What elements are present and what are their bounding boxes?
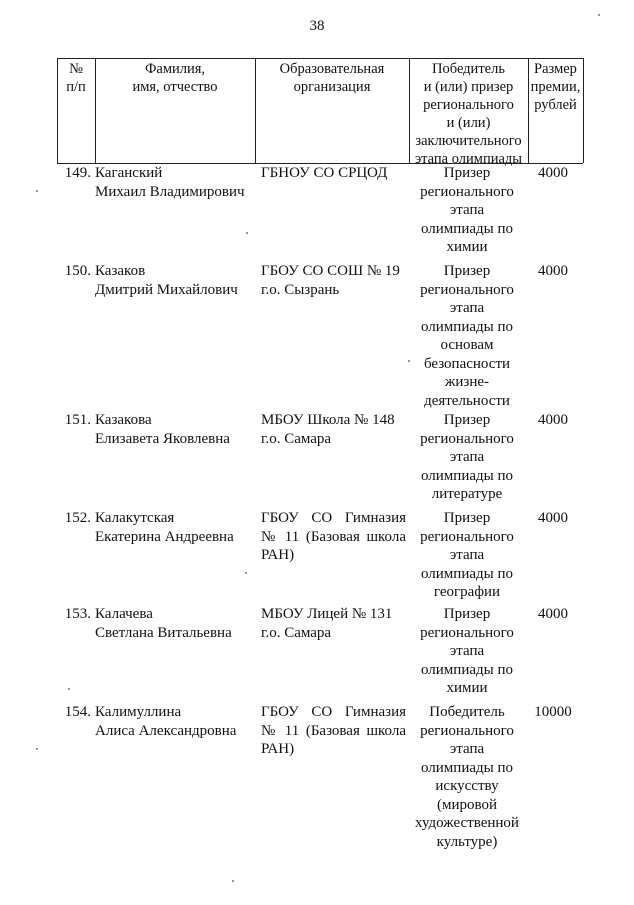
- name-line: Екатерина Андреевна: [95, 528, 234, 545]
- award-line: этапа: [449, 202, 485, 218]
- person-name: [95, 164, 265, 201]
- header-text: Победитель: [432, 61, 505, 77]
- name-line: Дмитрий Михайлович: [95, 281, 238, 298]
- organization: [261, 164, 406, 183]
- org-line: ГБНОУ СО СРЦОД: [261, 165, 388, 181]
- header-org: [255, 58, 409, 163]
- header-text: №: [69, 61, 83, 77]
- award-line: химии: [446, 680, 488, 696]
- organization: [261, 605, 406, 642]
- award-line: искусству: [435, 778, 499, 794]
- award-line: Призер: [443, 263, 491, 279]
- name-line: Михаил Владимирович: [95, 183, 245, 200]
- award-line: этапа: [449, 449, 485, 465]
- organization: [261, 411, 406, 448]
- person-name: [95, 605, 265, 642]
- award-status: [411, 509, 523, 602]
- name-line: Калачева: [95, 606, 153, 622]
- scan-speck: [408, 360, 410, 362]
- header-text: Размер: [534, 61, 577, 77]
- name-line: Каганский: [95, 165, 163, 181]
- column-divider: [583, 58, 584, 163]
- award-line: олимпиады по: [420, 467, 513, 484]
- award-line: безопасности: [423, 355, 511, 372]
- award-line: олимпиады по: [420, 759, 513, 776]
- award-line: географии: [433, 584, 501, 600]
- row-number: 149.: [64, 165, 91, 181]
- person-name: [95, 262, 265, 299]
- name-line: Светлана Витальевна: [95, 624, 232, 641]
- award-line: химии: [446, 239, 488, 255]
- header-text: заключительного: [415, 133, 522, 149]
- name-line: Елизавета Яковлевна: [95, 430, 230, 447]
- header-text: Образовательная: [279, 61, 385, 77]
- org-line: РАН): [261, 547, 295, 563]
- award-line: жизне-: [445, 374, 489, 390]
- scan-speck: [598, 14, 600, 16]
- award-line: культуре): [436, 833, 498, 850]
- org-line: г.о. Самара: [261, 624, 332, 641]
- header-text: регионального: [423, 97, 514, 113]
- header-name: [95, 58, 255, 163]
- scan-speck: [68, 688, 70, 690]
- prize-amount: 4000: [538, 510, 568, 526]
- prize-amount: 4000: [538, 263, 568, 279]
- award-line: Победитель: [429, 704, 505, 720]
- row-number: 152.: [64, 510, 91, 526]
- award-line: регионального: [420, 183, 514, 200]
- award-line: основам: [440, 337, 494, 353]
- award-line: Призер: [443, 412, 491, 428]
- award-line: Призер: [443, 606, 491, 622]
- header-text: организация: [293, 79, 371, 95]
- award-line: регионального: [420, 528, 514, 545]
- organization: [261, 703, 406, 759]
- header-text: и (или) призер: [423, 79, 514, 95]
- header-text: премии,: [530, 79, 581, 95]
- prize-amount: 4000: [538, 412, 568, 428]
- award-status: [411, 411, 523, 504]
- person-name: [95, 703, 265, 740]
- award-status: [411, 262, 523, 410]
- award-line: этапа: [449, 300, 485, 316]
- header-text: п/п: [66, 79, 86, 95]
- organization: [261, 262, 406, 299]
- org-line: ГБОУ СО Гимназия: [261, 510, 406, 526]
- header-prize: [528, 58, 583, 163]
- org-line: МБОУ Лицей № 131: [261, 606, 393, 622]
- table-header: [57, 58, 583, 167]
- header-num: [57, 58, 95, 163]
- org-line: г.о. Самара: [261, 430, 332, 447]
- org-line: ГБОУ СО СОШ № 19: [261, 263, 400, 279]
- header-text: Фамилия,: [144, 61, 206, 77]
- name-line: Казаков: [95, 263, 146, 279]
- scan-speck: [245, 572, 247, 574]
- scan-speck: [246, 232, 248, 234]
- row-number: 151.: [64, 412, 91, 428]
- header-text: рублей: [534, 97, 577, 113]
- award-line: олимпиады по: [420, 661, 513, 678]
- award-line: регионального: [420, 281, 514, 298]
- header-text: имя, отчество: [132, 79, 218, 95]
- person-name: [95, 411, 265, 448]
- award-line: (мировой: [436, 796, 498, 813]
- org-line: ГБОУ СО Гимназия: [261, 704, 406, 720]
- org-line: г.о. Сызрань: [261, 281, 340, 298]
- header-award: [409, 58, 528, 167]
- prize-amount: 4000: [538, 165, 568, 181]
- header-text: и (или): [446, 115, 491, 131]
- org-line: РАН): [261, 741, 295, 757]
- scan-speck: [36, 748, 38, 750]
- prize-amount: 10000: [534, 704, 572, 720]
- row-number: 154.: [64, 704, 91, 720]
- award-status: [411, 605, 523, 698]
- name-line: Калимуллина: [95, 704, 182, 720]
- award-status: [411, 164, 523, 257]
- award-line: этапа: [449, 741, 485, 757]
- page-number: 38: [309, 18, 325, 34]
- award-line: этапа: [449, 547, 485, 563]
- name-line: Алиса Александровна: [95, 722, 237, 739]
- prize-amount: 4000: [538, 606, 568, 622]
- row-number: 150.: [64, 263, 91, 279]
- award-line: олимпиады по: [420, 565, 513, 582]
- award-line: Призер: [443, 510, 491, 526]
- award-line: регионального: [420, 722, 514, 739]
- award-line: деятельности: [424, 392, 510, 409]
- org-line: МБОУ Школа № 148: [261, 412, 395, 428]
- award-line: олимпиады по: [420, 220, 513, 237]
- award-line: регионального: [420, 624, 514, 641]
- header-text: этапа олимпиады: [414, 151, 523, 167]
- award-line: этапа: [449, 643, 485, 659]
- name-line: Калакутская: [95, 510, 175, 526]
- award-line: художественной: [415, 815, 519, 831]
- row-number: 153.: [64, 606, 91, 622]
- org-line: № 11 (Базовая школа: [261, 528, 406, 545]
- award-line: Призер: [443, 165, 491, 181]
- person-name: [95, 509, 265, 546]
- award-line: олимпиады по: [420, 318, 513, 335]
- scan-speck: [232, 880, 234, 882]
- award-line: литературе: [431, 486, 503, 502]
- scan-speck: [36, 190, 38, 192]
- award-status: [411, 703, 523, 851]
- name-line: Казакова: [95, 412, 152, 428]
- organization: [261, 509, 406, 565]
- award-line: регионального: [420, 430, 514, 447]
- org-line: № 11 (Базовая школа: [261, 722, 406, 739]
